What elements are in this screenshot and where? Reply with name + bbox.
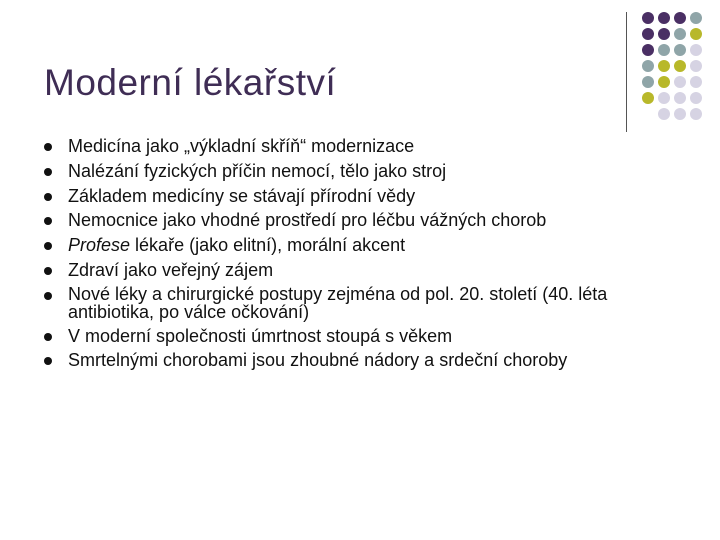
decor-dot bbox=[658, 92, 670, 104]
decor-dot bbox=[690, 76, 702, 88]
bullet-text: V moderní společnosti úmrtnost stoupá s věkem bbox=[68, 325, 453, 346]
bullet-text-rest: lékaře (jako elitní), morální akcent bbox=[130, 235, 406, 256]
decor-dot bbox=[674, 44, 686, 56]
bullet-text: Nové léky a chirurgické postupy zejména od pol. 20. století (40. léta antibiotika, po válce očkování) bbox=[68, 283, 608, 322]
bullet-dot-icon bbox=[44, 242, 52, 250]
bullet-list bbox=[44, 136, 684, 375]
decor-dot bbox=[690, 44, 702, 56]
decor-dot bbox=[642, 92, 654, 104]
bullet-dot-icon bbox=[44, 217, 52, 225]
slide-title: Moderní lékařství bbox=[44, 62, 337, 103]
bullet-item bbox=[44, 260, 684, 280]
decor-dot bbox=[690, 12, 702, 24]
bullet-dot-icon bbox=[44, 168, 52, 176]
decor-dot bbox=[674, 60, 686, 72]
bullet-item bbox=[44, 326, 684, 346]
decor-dot bbox=[642, 12, 654, 24]
decor-dot bbox=[642, 44, 654, 56]
bullet-item bbox=[44, 235, 684, 255]
bullet-dot-icon bbox=[44, 267, 52, 275]
bullet-italic-text: Profese bbox=[68, 235, 131, 256]
decor-dot bbox=[674, 108, 686, 120]
bullet-text: Nalézání fyzických příčin nemocí, tělo jako stroj bbox=[68, 160, 447, 181]
decor-dot bbox=[690, 92, 702, 104]
bullet-text: Medicína jako „výkladní skříň“ modernizace bbox=[68, 136, 415, 156]
decor-dot bbox=[690, 108, 702, 120]
bullet-dot-icon bbox=[44, 333, 52, 341]
decor-dot bbox=[658, 28, 670, 40]
decor-dot bbox=[674, 12, 686, 24]
decor-dot bbox=[658, 12, 670, 24]
bullet-text: Smrtelnými chorobami jsou zhoubné nádory a srdeční choroby bbox=[68, 350, 568, 371]
decor-dot bbox=[674, 92, 686, 104]
bullet-dot-icon bbox=[44, 193, 52, 201]
decor-dot bbox=[658, 108, 670, 120]
decorative-vertical-line bbox=[626, 12, 627, 132]
decor-dot bbox=[658, 76, 670, 88]
bullet-item bbox=[44, 285, 684, 321]
bullet-item bbox=[44, 210, 684, 230]
bullet-dot-icon bbox=[44, 357, 52, 365]
bullet-item bbox=[44, 350, 684, 370]
decor-dot bbox=[658, 44, 670, 56]
bullet-dot-icon bbox=[44, 143, 52, 151]
bullet-item bbox=[44, 161, 684, 181]
bullet-text: Základem medicíny se stávají přírodní vědy bbox=[68, 185, 416, 206]
bullet-text: Nemocnice jako vhodné prostředí pro léčbu vážných chorob bbox=[68, 210, 547, 231]
decor-dot bbox=[674, 76, 686, 88]
decor-dot bbox=[690, 28, 702, 40]
decor-dot bbox=[642, 76, 654, 88]
bullet-dot-icon bbox=[44, 292, 52, 300]
bullet-item bbox=[44, 186, 684, 206]
bullet-text: Zdraví jako veřejný zájem bbox=[68, 259, 274, 280]
decor-dot bbox=[642, 60, 654, 72]
bullet-item bbox=[44, 136, 684, 156]
bullet-text bbox=[68, 235, 405, 255]
decor-dot bbox=[658, 60, 670, 72]
decor-dot bbox=[642, 28, 654, 40]
decor-dot bbox=[690, 60, 702, 72]
decor-dot bbox=[674, 28, 686, 40]
